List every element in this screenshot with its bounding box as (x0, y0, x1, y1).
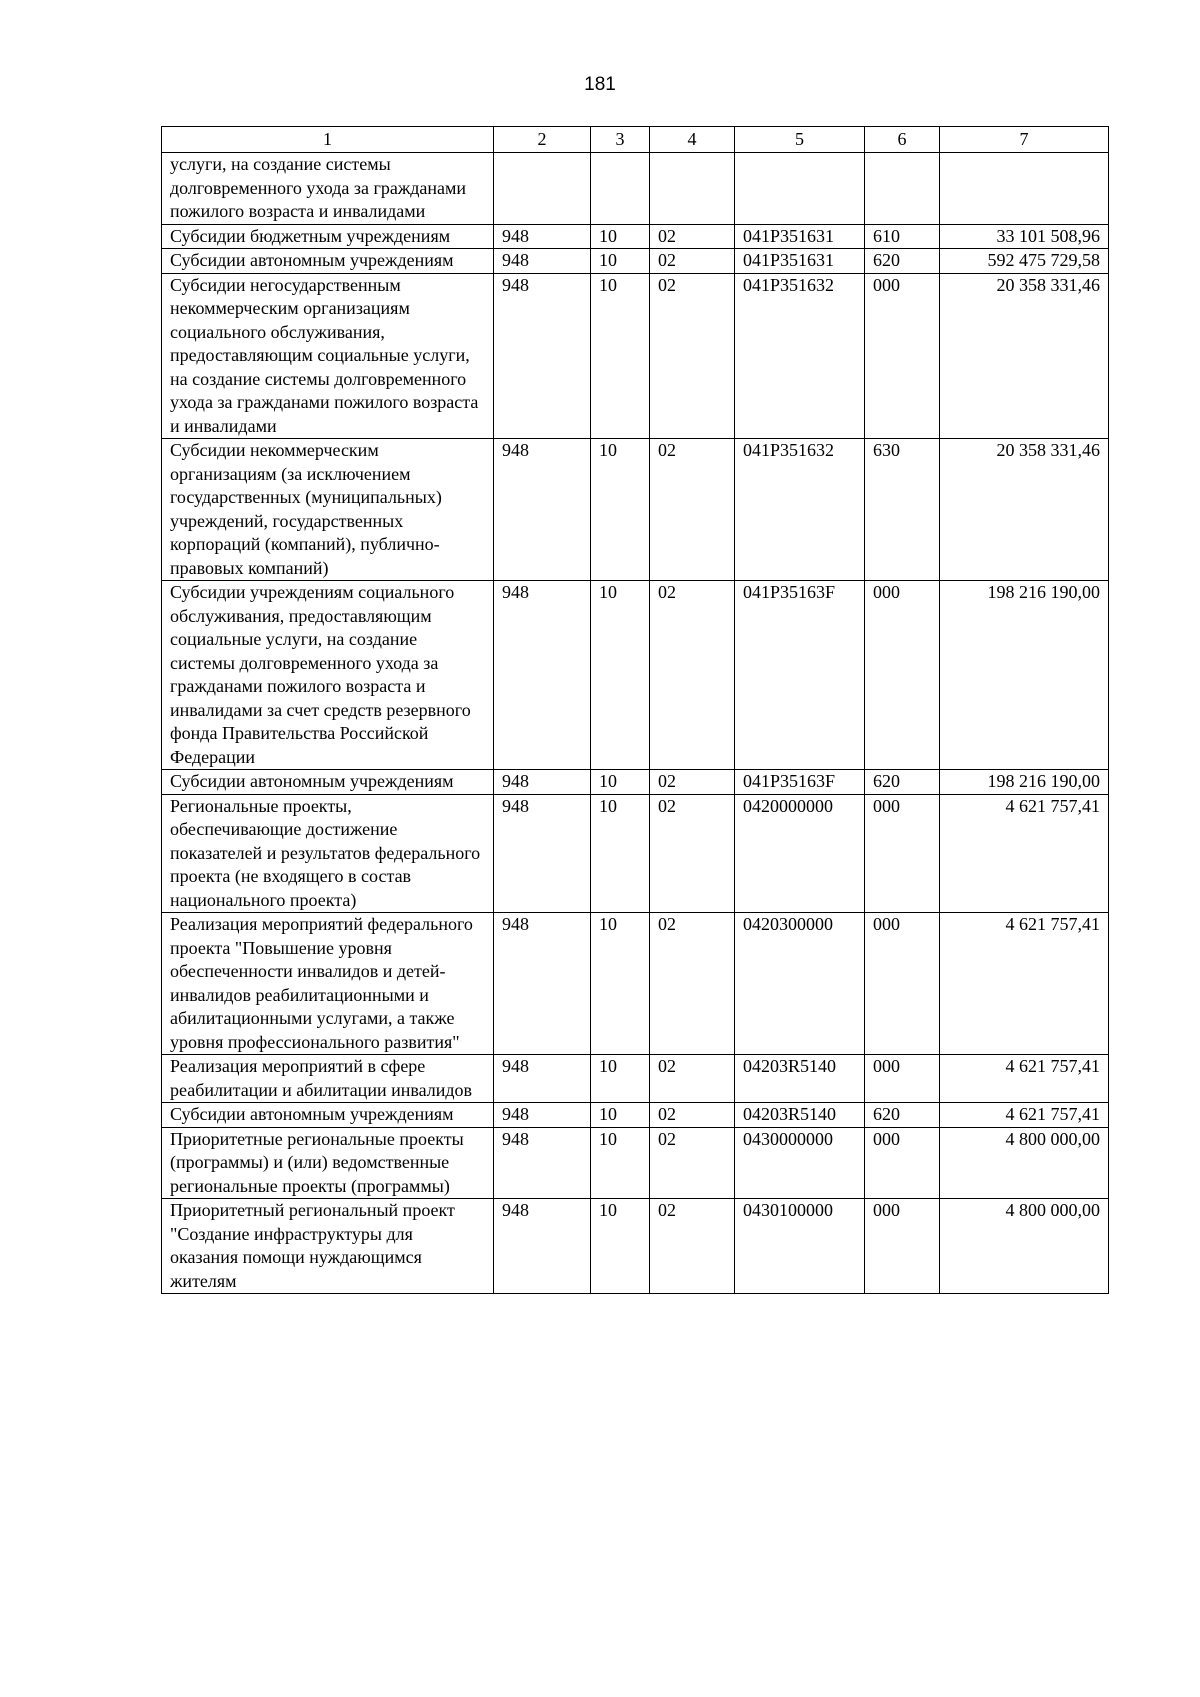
cell-5: 041Р35163F (735, 581, 865, 770)
cell-2: 948 (494, 1127, 591, 1199)
cell-6: 000 (865, 1199, 940, 1294)
cell-6 (865, 153, 940, 225)
row-name: Субсидии автономным учреждениям (162, 249, 494, 274)
col-header-6: 6 (865, 127, 940, 153)
cell-2: 948 (494, 1055, 591, 1103)
cell-4: 02 (650, 1199, 735, 1294)
cell-5 (735, 153, 865, 225)
cell-6: 610 (865, 224, 940, 249)
cell-4: 02 (650, 581, 735, 770)
row-name: Региональные проекты, обеспечивающие достижение показателей и результатов федерального проекта (не входящего в состав национального проекта) (162, 794, 494, 913)
cell-5: 0430000000 (735, 1127, 865, 1199)
cell-5: 0420300000 (735, 913, 865, 1055)
cell-7: 4 621 757,41 (940, 1055, 1109, 1103)
table-row (162, 581, 1109, 770)
cell-2: 948 (494, 439, 591, 581)
cell-7 (940, 153, 1109, 225)
cell-6: 630 (865, 439, 940, 581)
table-row (162, 249, 1109, 274)
cell-3: 10 (591, 581, 650, 770)
cell-2: 948 (494, 770, 591, 795)
table-row (162, 794, 1109, 913)
col-header-5: 5 (735, 127, 865, 153)
cell-5: 0430100000 (735, 1199, 865, 1294)
row-name: Субсидии учреждениям социального обслуживания, предоставляющим социальные услуги, на создание системы долговременного ухода за гражданами пожилого возраста и инвалидами за счет средств резервного фонда Правительства Российской Федерации (162, 581, 494, 770)
table-row (162, 913, 1109, 1055)
cell-3: 10 (591, 1055, 650, 1103)
cell-7: 592 475 729,58 (940, 249, 1109, 274)
table-row (162, 1055, 1109, 1103)
table-row (162, 439, 1109, 581)
cell-3 (591, 153, 650, 225)
row-name: услуги, на создание системы долговременного ухода за гражданами пожилого возраста и инвалидами (162, 153, 494, 225)
cell-6: 620 (865, 249, 940, 274)
cell-2: 948 (494, 794, 591, 913)
col-header-3: 3 (591, 127, 650, 153)
row-name: Приоритетный региональный проект "Создание инфраструктуры для оказания помощи нуждающимся жителям (162, 1199, 494, 1294)
cell-2: 948 (494, 913, 591, 1055)
cell-3: 10 (591, 1103, 650, 1128)
cell-3: 10 (591, 439, 650, 581)
cell-6: 000 (865, 273, 940, 439)
cell-7: 33 101 508,96 (940, 224, 1109, 249)
cell-7: 4 800 000,00 (940, 1199, 1109, 1294)
cell-4: 02 (650, 439, 735, 581)
cell-2: 948 (494, 581, 591, 770)
cell-4: 02 (650, 913, 735, 1055)
header-row (162, 127, 1109, 153)
col-header-1: 1 (162, 127, 494, 153)
cell-2: 948 (494, 249, 591, 274)
cell-2: 948 (494, 273, 591, 439)
cell-5: 041Р35163F (735, 770, 865, 795)
table-row (162, 1199, 1109, 1294)
row-name: Субсидии бюджетным учреждениям (162, 224, 494, 249)
page-number: 181 (584, 74, 616, 95)
table-row (162, 1127, 1109, 1199)
cell-3: 10 (591, 794, 650, 913)
cell-4: 02 (650, 770, 735, 795)
col-header-2: 2 (494, 127, 591, 153)
cell-4: 02 (650, 249, 735, 274)
cell-6: 620 (865, 1103, 940, 1128)
cell-6: 000 (865, 581, 940, 770)
row-name: Субсидии автономным учреждениям (162, 770, 494, 795)
cell-5: 0420000000 (735, 794, 865, 913)
cell-5: 041Р351631 (735, 249, 865, 274)
cell-4 (650, 153, 735, 225)
table-row (162, 770, 1109, 795)
cell-7: 4 621 757,41 (940, 794, 1109, 913)
cell-3: 10 (591, 224, 650, 249)
cell-2: 948 (494, 1199, 591, 1294)
cell-3: 10 (591, 913, 650, 1055)
col-header-4: 4 (650, 127, 735, 153)
cell-3: 10 (591, 273, 650, 439)
cell-3: 10 (591, 770, 650, 795)
cell-7: 4 800 000,00 (940, 1127, 1109, 1199)
row-name: Субсидии негосударственным некоммерческим организациям социального обслуживания, предоставляющим социальные услуги, на создание системы долговременного ухода за гражданами пожилого возраста и инвалидами (162, 273, 494, 439)
cell-2: 948 (494, 224, 591, 249)
cell-7: 198 216 190,00 (940, 770, 1109, 795)
table-row (162, 153, 1109, 225)
cell-5: 04203R5140 (735, 1103, 865, 1128)
table-row (162, 273, 1109, 439)
row-name: Приоритетные региональные проекты (программы) и (или) ведомственные региональные проекты (программы) (162, 1127, 494, 1199)
cell-6: 000 (865, 794, 940, 913)
cell-4: 02 (650, 794, 735, 913)
cell-6: 000 (865, 913, 940, 1055)
table-row (162, 1103, 1109, 1128)
cell-7: 20 358 331,46 (940, 439, 1109, 581)
cell-5: 041Р351632 (735, 439, 865, 581)
cell-6: 000 (865, 1055, 940, 1103)
table-row (162, 224, 1109, 249)
cell-2: 948 (494, 1103, 591, 1128)
cell-4: 02 (650, 1127, 735, 1199)
cell-6: 000 (865, 1127, 940, 1199)
cell-5: 041Р351631 (735, 224, 865, 249)
cell-7: 4 621 757,41 (940, 913, 1109, 1055)
cell-3: 10 (591, 1127, 650, 1199)
cell-3: 10 (591, 249, 650, 274)
cell-4: 02 (650, 273, 735, 439)
cell-4: 02 (650, 1055, 735, 1103)
row-name: Реализация мероприятий федерального проекта "Повышение уровня обеспеченности инвалидов и детей-инвалидов реабилитационными и абилитационными услугами, а также уровня профессионального развития" (162, 913, 494, 1055)
row-name: Субсидии автономным учреждениям (162, 1103, 494, 1128)
cell-2 (494, 153, 591, 225)
col-header-7: 7 (940, 127, 1109, 153)
row-name: Реализация мероприятий в сфере реабилитации и абилитации инвалидов (162, 1055, 494, 1103)
cell-7: 4 621 757,41 (940, 1103, 1109, 1128)
cell-7: 20 358 331,46 (940, 273, 1109, 439)
row-name: Субсидии некоммерческим организациям (за исключением государственных (муниципальных) учреждений, государственных корпораций (компаний), публично-правовых компаний) (162, 439, 494, 581)
cell-4: 02 (650, 224, 735, 249)
cell-3: 10 (591, 1199, 650, 1294)
cell-4: 02 (650, 1103, 735, 1128)
cell-5: 04203R5140 (735, 1055, 865, 1103)
cell-7: 198 216 190,00 (940, 581, 1109, 770)
cell-6: 620 (865, 770, 940, 795)
cell-5: 041Р351632 (735, 273, 865, 439)
budget-table (161, 126, 1109, 1294)
